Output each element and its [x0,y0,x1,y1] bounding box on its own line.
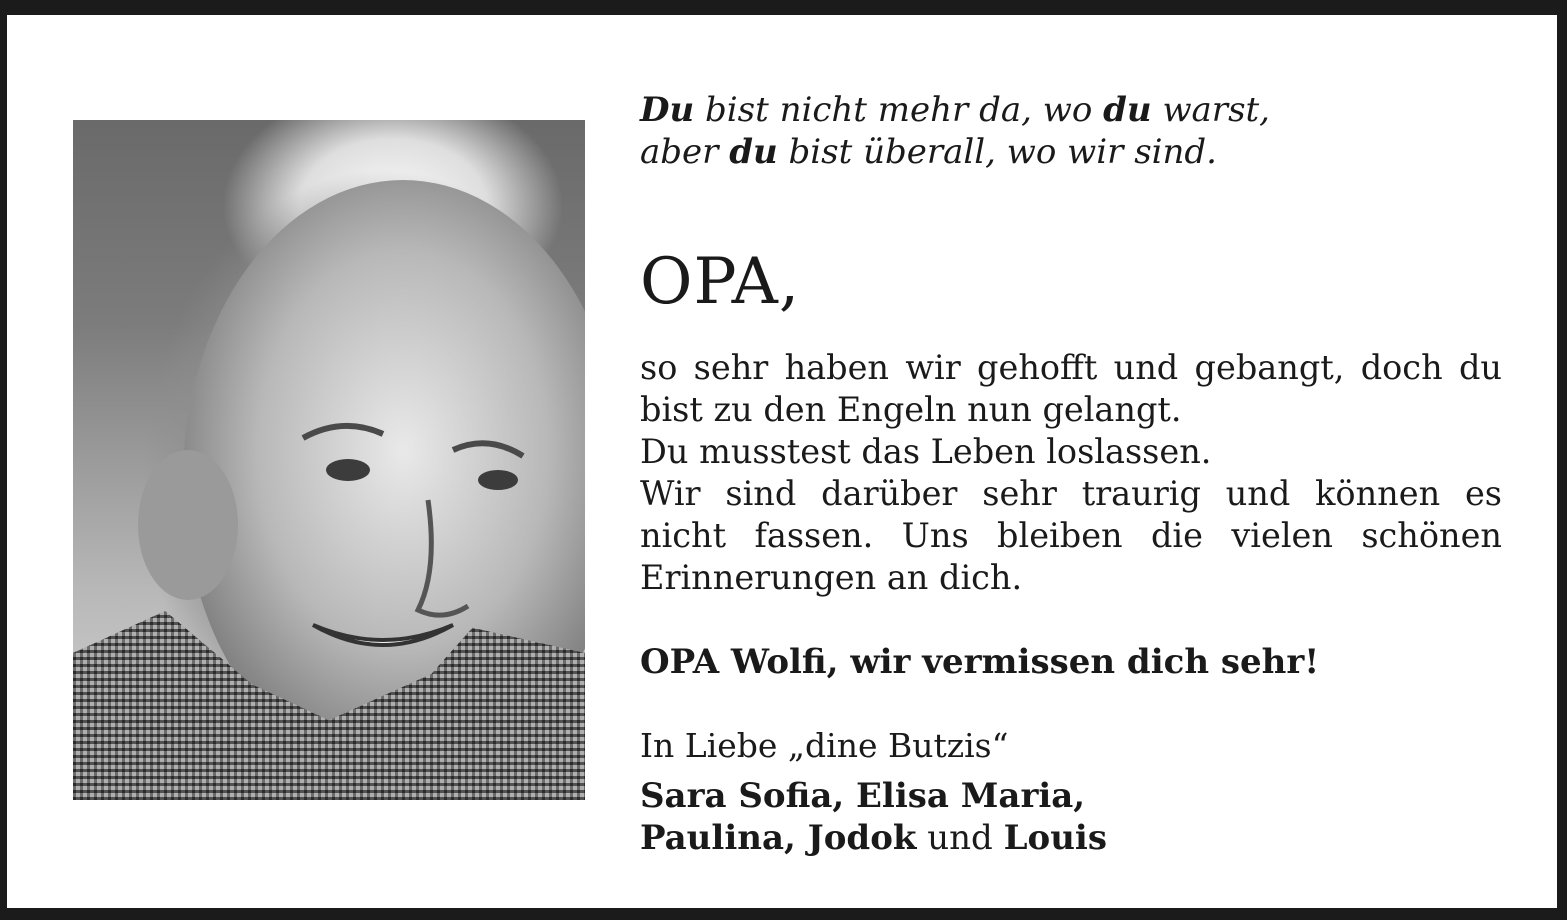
heading: OPA, [640,245,801,319]
quote-text: bist nicht mehr da, wo [705,90,1093,130]
quote-emphasis: du [1103,90,1152,130]
ear-shape [138,450,238,600]
eye-shape [326,459,370,481]
tagline: OPA Wolfi, wir vermissen dich sehr! [640,642,1320,682]
body-line: so sehr haben wir gehofft und gebangt, doch du [640,348,1502,387]
body-line: nicht fassen. Uns bleiben die vielen schönen [640,516,1502,555]
eye-shape [478,470,518,490]
quote-text: warst, [1162,90,1270,130]
body-line: bist zu den Engeln nun gelangt. [640,390,1182,429]
names-bold: Sara Sofia, Elisa Maria, [640,776,1086,816]
quote-emphasis: Du [640,90,695,130]
signoff: In Liebe „dine Butzis“ [640,726,1009,765]
quote-emphasis: du [729,132,778,172]
quote-text: aber [640,132,719,172]
quote [640,89,1502,173]
names-bold: Paulina, Jodok [640,818,917,858]
body-line: Du musstest das Leben loslassen. [640,432,1212,471]
portrait-photo [73,120,585,800]
names-and: und [927,818,993,858]
names [640,775,1502,859]
names-line-1 [640,775,1502,817]
quote-text: bist überall, wo wir sind. [788,132,1217,172]
names-bold: Louis [1003,818,1107,858]
body-line: Wir sind darüber sehr traurig und können es [640,474,1502,513]
body-text [640,347,1502,599]
quote-line-2 [640,131,1502,173]
body-line: Erinnerungen an dich. [640,558,1023,597]
names-line-2 [640,817,1502,859]
quote-line-1 [640,89,1502,131]
